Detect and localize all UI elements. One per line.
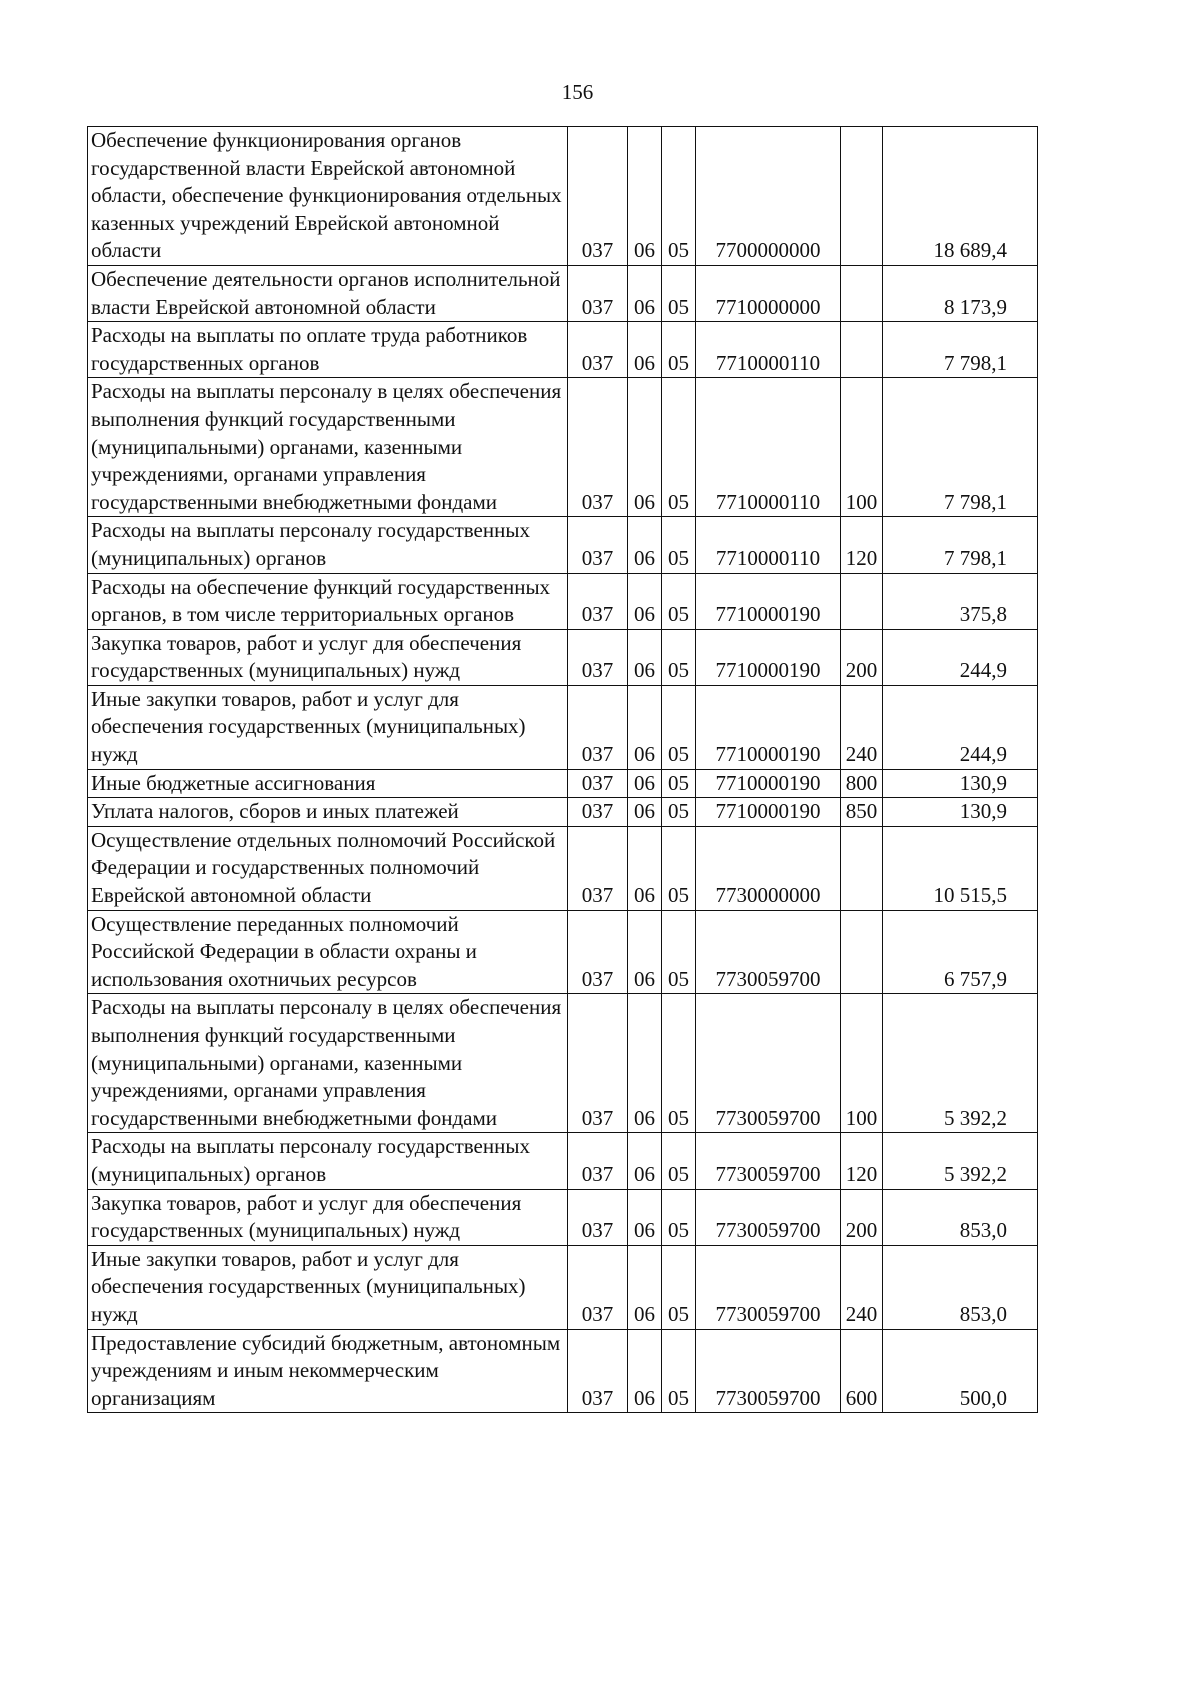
- row-name: Расходы на обеспечение функций государственных органов, в том числе территориальных органов: [88, 573, 568, 629]
- ministry-code: 037: [568, 265, 628, 321]
- amount: 7 798,1: [883, 322, 1038, 378]
- row-name: Иные закупки товаров, работ и услуг для обеспечения государственных (муниципальных) нужд: [88, 685, 568, 769]
- section-code: 06: [628, 994, 662, 1133]
- amount: 130,9: [883, 798, 1038, 827]
- subsection-code: 05: [662, 378, 696, 517]
- subsection-code: 05: [662, 910, 696, 994]
- row-name: Расходы на выплаты персоналу государственных (муниципальных) органов: [88, 517, 568, 573]
- table-row: [88, 685, 1038, 769]
- section-code: 06: [628, 798, 662, 827]
- table-row: [88, 378, 1038, 517]
- table-row: [88, 769, 1038, 798]
- target-article-code: 7710000190: [696, 573, 841, 629]
- expense-type-code: 200: [841, 629, 883, 685]
- subsection-code: 05: [662, 769, 696, 798]
- target-article-code: 7730059700: [696, 1133, 841, 1189]
- target-article-code: 7710000190: [696, 798, 841, 827]
- table-row: [88, 517, 1038, 573]
- target-article-code: 7710000190: [696, 685, 841, 769]
- amount: 853,0: [883, 1189, 1038, 1245]
- amount: 6 757,9: [883, 910, 1038, 994]
- amount: 7 798,1: [883, 517, 1038, 573]
- row-name: Предоставление субсидий бюджетным, автономным учреждениям и иным некоммерческим организациям: [88, 1329, 568, 1413]
- ministry-code: 037: [568, 910, 628, 994]
- ministry-code: 037: [568, 573, 628, 629]
- target-article-code: 7710000110: [696, 378, 841, 517]
- row-name: Обеспечение функционирования органов государственной власти Еврейской автономной области, обеспечение функционирования отдельных казенных учреждений Еврейской автономной области: [88, 127, 568, 266]
- section-code: 06: [628, 127, 662, 266]
- subsection-code: 05: [662, 994, 696, 1133]
- section-code: 06: [628, 573, 662, 629]
- target-article-code: 7730059700: [696, 994, 841, 1133]
- expense-type-code: 120: [841, 1133, 883, 1189]
- section-code: 06: [628, 629, 662, 685]
- row-name: Осуществление отдельных полномочий Российской Федерации и государственных полномочий Еврейской автономной области: [88, 826, 568, 910]
- ministry-code: 037: [568, 517, 628, 573]
- expense-type-code: 800: [841, 769, 883, 798]
- row-name: Расходы на выплаты по оплате труда работников государственных органов: [88, 322, 568, 378]
- target-article-code: 7730059700: [696, 1189, 841, 1245]
- expense-type-code: [841, 573, 883, 629]
- amount: 244,9: [883, 685, 1038, 769]
- table-row: [88, 629, 1038, 685]
- expense-type-code: 120: [841, 517, 883, 573]
- expense-type-code: [841, 127, 883, 266]
- subsection-code: 05: [662, 685, 696, 769]
- row-name: Уплата налогов, сборов и иных платежей: [88, 798, 568, 827]
- section-code: 06: [628, 265, 662, 321]
- subsection-code: 05: [662, 322, 696, 378]
- ministry-code: 037: [568, 1329, 628, 1413]
- ministry-code: 037: [568, 1245, 628, 1329]
- table-row: [88, 994, 1038, 1133]
- amount: 130,9: [883, 769, 1038, 798]
- section-code: 06: [628, 1133, 662, 1189]
- ministry-code: 037: [568, 826, 628, 910]
- table-row: [88, 127, 1038, 266]
- table-row: [88, 1329, 1038, 1413]
- budget-table-body: [88, 127, 1038, 1413]
- table-row: [88, 322, 1038, 378]
- expense-type-code: [841, 910, 883, 994]
- row-name: Закупка товаров, работ и услуг для обеспечения государственных (муниципальных) нужд: [88, 1189, 568, 1245]
- table-row: [88, 1189, 1038, 1245]
- expense-type-code: 850: [841, 798, 883, 827]
- expense-type-code: 100: [841, 378, 883, 517]
- amount: 853,0: [883, 1245, 1038, 1329]
- ministry-code: 037: [568, 1189, 628, 1245]
- table-row: [88, 265, 1038, 321]
- subsection-code: 05: [662, 1189, 696, 1245]
- budget-table: [87, 126, 1038, 1413]
- subsection-code: 05: [662, 265, 696, 321]
- subsection-code: 05: [662, 517, 696, 573]
- page-number: 156: [561, 80, 594, 104]
- row-name: Осуществление переданных полномочий Российской Федерации в области охраны и использования охотничьих ресурсов: [88, 910, 568, 994]
- ministry-code: 037: [568, 994, 628, 1133]
- row-name: Закупка товаров, работ и услуг для обеспечения государственных (муниципальных) нужд: [88, 629, 568, 685]
- amount: 5 392,2: [883, 1133, 1038, 1189]
- amount: 375,8: [883, 573, 1038, 629]
- row-name: Расходы на выплаты персоналу государственных (муниципальных) органов: [88, 1133, 568, 1189]
- row-name: Иные бюджетные ассигнования: [88, 769, 568, 798]
- table-row: [88, 798, 1038, 827]
- subsection-code: 05: [662, 573, 696, 629]
- expense-type-code: 240: [841, 1245, 883, 1329]
- row-name: Обеспечение деятельности органов исполнительной власти Еврейской автономной области: [88, 265, 568, 321]
- amount: 8 173,9: [883, 265, 1038, 321]
- subsection-code: 05: [662, 826, 696, 910]
- section-code: 06: [628, 685, 662, 769]
- amount: 500,0: [883, 1329, 1038, 1413]
- table-row: [88, 910, 1038, 994]
- expense-type-code: [841, 826, 883, 910]
- subsection-code: 05: [662, 629, 696, 685]
- target-article-code: 7700000000: [696, 127, 841, 266]
- expense-type-code: [841, 322, 883, 378]
- subsection-code: 05: [662, 127, 696, 266]
- amount: 18 689,4: [883, 127, 1038, 266]
- section-code: 06: [628, 1329, 662, 1413]
- ministry-code: 037: [568, 127, 628, 266]
- ministry-code: 037: [568, 1133, 628, 1189]
- ministry-code: 037: [568, 378, 628, 517]
- ministry-code: 037: [568, 798, 628, 827]
- row-name: Расходы на выплаты персоналу в целях обеспечения выполнения функций государственными (муниципальными) органами, казенными учреждениями, органами управления государственными внебюджетными фондами: [88, 378, 568, 517]
- amount: 5 392,2: [883, 994, 1038, 1133]
- section-code: 06: [628, 1245, 662, 1329]
- amount: 10 515,5: [883, 826, 1038, 910]
- subsection-code: 05: [662, 1245, 696, 1329]
- ministry-code: 037: [568, 629, 628, 685]
- table-row: [88, 1133, 1038, 1189]
- section-code: 06: [628, 378, 662, 517]
- row-name: Иные закупки товаров, работ и услуг для обеспечения государственных (муниципальных) нужд: [88, 1245, 568, 1329]
- target-article-code: 7710000110: [696, 322, 841, 378]
- ministry-code: 037: [568, 685, 628, 769]
- section-code: 06: [628, 826, 662, 910]
- target-article-code: 7710000190: [696, 769, 841, 798]
- ministry-code: 037: [568, 322, 628, 378]
- section-code: 06: [628, 1189, 662, 1245]
- expense-type-code: 600: [841, 1329, 883, 1413]
- target-article-code: 7710000190: [696, 629, 841, 685]
- ministry-code: 037: [568, 769, 628, 798]
- section-code: 06: [628, 322, 662, 378]
- section-code: 06: [628, 910, 662, 994]
- subsection-code: 05: [662, 1329, 696, 1413]
- target-article-code: 7710000110: [696, 517, 841, 573]
- target-article-code: 7730059700: [696, 1329, 841, 1413]
- target-article-code: 7730000000: [696, 826, 841, 910]
- section-code: 06: [628, 517, 662, 573]
- table-row: [88, 573, 1038, 629]
- table-row: [88, 826, 1038, 910]
- expense-type-code: 200: [841, 1189, 883, 1245]
- subsection-code: 05: [662, 798, 696, 827]
- table-row: [88, 1245, 1038, 1329]
- amount: 244,9: [883, 629, 1038, 685]
- expense-type-code: [841, 265, 883, 321]
- expense-type-code: 240: [841, 685, 883, 769]
- target-article-code: 7710000000: [696, 265, 841, 321]
- target-article-code: 7730059700: [696, 910, 841, 994]
- row-name: Расходы на выплаты персоналу в целях обеспечения выполнения функций государственными (муниципальными) органами, казенными учреждениями, органами управления государственными внебюджетными фондами: [88, 994, 568, 1133]
- subsection-code: 05: [662, 1133, 696, 1189]
- expense-type-code: 100: [841, 994, 883, 1133]
- amount: 7 798,1: [883, 378, 1038, 517]
- target-article-code: 7730059700: [696, 1245, 841, 1329]
- section-code: 06: [628, 769, 662, 798]
